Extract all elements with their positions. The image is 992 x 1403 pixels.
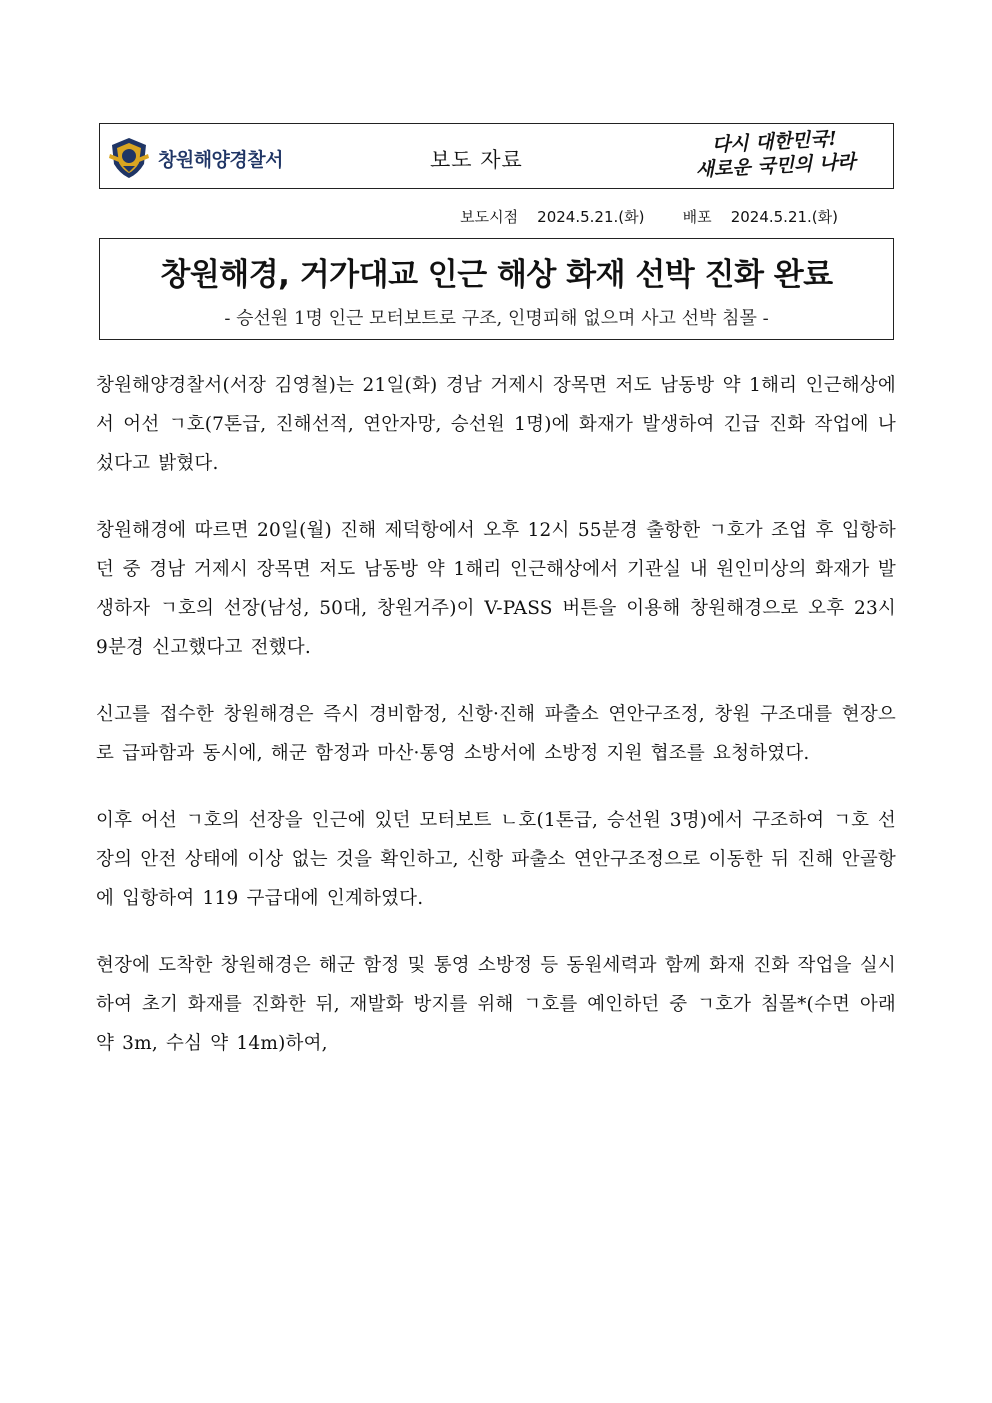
coast-guard-emblem-icon xyxy=(108,136,150,180)
paragraph-4: 이후 어선 ㄱ호의 선장을 인근에 있던 모터보트 ㄴ호(1톤급, 승선원 3명)에서 구조하여 ㄱ호 선장의 안전 상태에 이상 없는 것을 확인하고, 신항 파출소 연안구조정으로 이동한 뒤 진해 안골항에 입항하여 119 구급대에 인계하였다. xyxy=(96,810,896,909)
paragraph-5: 현장에 도착한 창원해경은 해군 함정 및 통영 소방정 등 동원세력과 함께 화재 진화 작업을 실시하여 초기 화재를 진화한 뒤, 재발화 방지를 위해 ㄱ호를 예인하던 중 ㄱ호가 침몰*(수면 아래 약 3m, 수심 약 14m)하여, xyxy=(96,955,896,1054)
doc-type-label: 보도 자료 xyxy=(430,148,523,172)
press-header xyxy=(99,123,894,189)
agency-logo xyxy=(108,136,283,180)
distribution-label: 배포 xyxy=(682,208,712,226)
release-dates xyxy=(0,206,838,227)
paragraph-3: 신고를 접수한 창원해경은 즉시 경비함정, 신항·진해 파출소 연안구조정, 창원 구조대를 현장으로 급파함과 동시에, 해군 함정과 마산·통영 소방서에 소방정 지원 협조를 요청하였다. xyxy=(96,704,896,764)
slogan-line-1: 다시 대한민국! xyxy=(711,127,838,157)
distribution-date: 2024.5.21.(화) xyxy=(730,208,838,226)
title-box xyxy=(99,238,894,340)
org-name: 창원해양경찰서 xyxy=(158,148,283,171)
page-subtitle: - 승선원 1명 인근 모터보트로 구조, 인명피해 없으며 사고 선박 침몰 - xyxy=(224,308,769,329)
paragraph-2: 창원해경에 따르면 20일(월) 진해 제덕항에서 오후 12시 55분경 출항한 ㄱ호가 조업 후 입항하던 중 경남 거제시 장목면 저도 남동방 약 1해리 인근해상에서 기관실 내 원인미상의 화재가 발생하자 ㄱ호의 선장(남성, 50대, 창원거주)이 V-PASS 버튼을 이용해 창원해경으로 오후 23시 9분경 신고했다고 전했다. xyxy=(96,520,896,658)
page-title: 창원해경, 거가대교 인근 해상 화재 선박 진화 완료 xyxy=(160,257,833,293)
paragraph-1: 창원해양경찰서(서장 김영철)는 21일(화) 경남 거제시 장목면 저도 남동방 약 1해리 인근해상에서 어선 ㄱ호(7톤급, 진해선적, 연안자망, 승선원 1명)에 화재가 발생하여 긴급 진화 작업에 나섰다고 밝혔다. xyxy=(96,375,896,474)
release-label: 보도시점 xyxy=(460,208,519,226)
article-body xyxy=(96,366,896,1091)
slogan-line-2: 새로운 국민의 나라 xyxy=(695,150,857,182)
release-date: 2024.5.21.(화) xyxy=(537,208,645,226)
government-slogan xyxy=(669,125,881,184)
